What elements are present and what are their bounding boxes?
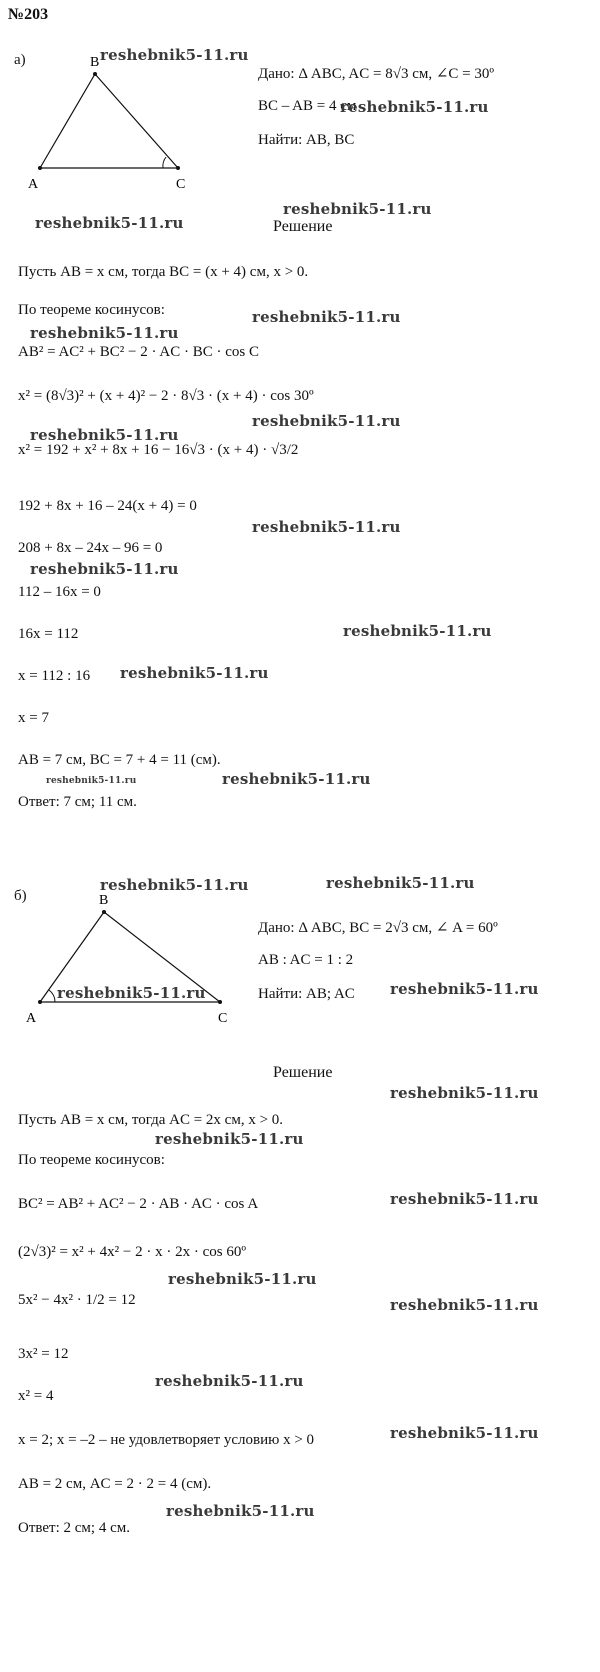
watermark: reshebnik5-11.ru — [120, 664, 269, 682]
solution-b-line-7: x² = 4 — [18, 1388, 54, 1404]
watermark: reshebnik5-11.ru — [326, 874, 475, 892]
watermark: reshebnik5-11.ru — [222, 770, 371, 788]
watermark: reshebnik5-11.ru — [390, 1190, 539, 1208]
watermark: reshebnik5-11.ru — [166, 1502, 315, 1520]
watermark: reshebnik5-11.ru — [283, 200, 432, 218]
solution-a-line-4: x² = (8√3)² + (x + 4)² − 2 · 8√3 · (x + 4) · cos 30º — [18, 388, 314, 404]
solution-a-line-7: 208 + 8x – 24x – 96 = 0 — [18, 540, 163, 556]
solution-a-line-11: x = 7 — [18, 710, 49, 726]
watermark: reshebnik5-11.ru — [155, 1130, 304, 1148]
given-b-2: AB : AC = 1 : 2 — [258, 952, 354, 968]
solution-b-line-5: 5x² − 4x² · 1/2 = 12 — [18, 1292, 136, 1308]
watermark: reshebnik5-11.ru — [35, 214, 184, 232]
vertex-b-label: B — [90, 55, 100, 70]
watermark: reshebnik5-11.ru — [390, 1296, 539, 1314]
solution-b-line-9: AB = 2 см, AC = 2 · 2 = 4 (см). — [18, 1476, 212, 1492]
solution-b-line-1: Пусть AB = x см, тогда AC = 2x см, x > 0. — [18, 1112, 284, 1128]
find-a: Найти: AB, BC — [258, 132, 355, 148]
watermark: reshebnik5-11.ru — [252, 412, 401, 430]
vertex-a-label: A — [28, 177, 39, 192]
solution-b-line-8: x = 2; x = –2 – не удовлетворяет условию x > 0 — [18, 1432, 315, 1448]
solution-b-line-4: (2√3)² = x² + 4x² − 2 · x · 2x · cos 60º — [18, 1244, 246, 1260]
solution-a-line-3: AB² = AC² + BC² − 2 · AC · BC · cos C — [18, 344, 259, 360]
solution-b-line-6: 3x² = 12 — [18, 1346, 69, 1362]
given-a-1: Дано: Δ ABC, AC = 8√3 см, ∠C = 30º — [258, 66, 495, 82]
solution-a-title: Решение — [273, 218, 333, 235]
watermark: reshebnik5-11.ru — [168, 1270, 317, 1288]
watermark: reshebnik5-11.ru — [390, 980, 539, 998]
solution-a-line-10: x = 112 : 16 — [18, 668, 91, 684]
vertex-c-label: C — [176, 177, 186, 192]
solution-a-line-2: По теореме косинусов: — [18, 302, 165, 318]
part-a-label: а) — [14, 52, 26, 68]
watermark: reshebnik5-11.ru — [340, 98, 489, 116]
part-b-label: б) — [14, 888, 27, 904]
watermark: reshebnik5-11.ru — [390, 1084, 539, 1102]
find-b: Найти: AB; AC — [258, 986, 355, 1002]
solution-b-line-3: BC² = AB² + AC² − 2 · AB · AC · cos A — [18, 1196, 259, 1212]
watermark: reshebnik5-11.ru — [46, 776, 137, 786]
solution-a-line-1: Пусть AB = x см, тогда BC = (x + 4) см, x > 0. — [18, 264, 309, 280]
watermark: reshebnik5-11.ru — [155, 1372, 304, 1390]
watermark: reshebnik5-11.ru — [30, 324, 179, 342]
solution-a-line-9: 16x = 112 — [18, 626, 79, 642]
watermark: reshebnik5-11.ru — [100, 46, 249, 64]
solution-b-title: Решение — [273, 1064, 333, 1081]
vertex-a-label-b: A — [26, 1011, 37, 1026]
answer-a: Ответ: 7 см; 11 см. — [18, 794, 137, 810]
triangle-a-figure — [0, 40, 220, 200]
problem-number: №203 — [8, 6, 49, 23]
triangle-b-figure — [0, 880, 240, 1030]
watermark: reshebnik5-11.ru — [343, 622, 492, 640]
solution-a-line-8: 112 – 16x = 0 — [18, 584, 101, 600]
vertex-b-label-b: B — [99, 893, 109, 908]
answer-b: Ответ: 2 см; 4 см. — [18, 1520, 130, 1536]
vertex-c-label-b: C — [218, 1011, 228, 1026]
watermark: reshebnik5-11.ru — [252, 308, 401, 326]
given-b-1: Дано: Δ ABC, BC = 2√3 см, ∠ A = 60º — [258, 920, 498, 936]
watermark: reshebnik5-11.ru — [57, 984, 206, 1002]
solution-a-line-6: 192 + 8x + 16 – 24(x + 4) = 0 — [18, 498, 197, 514]
solution-b-line-2: По теореме косинусов: — [18, 1152, 165, 1168]
given-a-2: BC – AB = 4 см — [258, 98, 357, 114]
watermark: reshebnik5-11.ru — [100, 876, 249, 894]
watermark: reshebnik5-11.ru — [252, 518, 401, 536]
watermark: reshebnik5-11.ru — [30, 426, 179, 444]
watermark: reshebnik5-11.ru — [30, 560, 179, 578]
solution-a-line-12: AB = 7 см, BC = 7 + 4 = 11 (см). — [18, 752, 221, 768]
watermark: reshebnik5-11.ru — [390, 1424, 539, 1442]
solution-a-line-5: x² = 192 + x² + 8x + 16 − 16√3 · (x + 4) · √3/2 — [18, 442, 299, 458]
